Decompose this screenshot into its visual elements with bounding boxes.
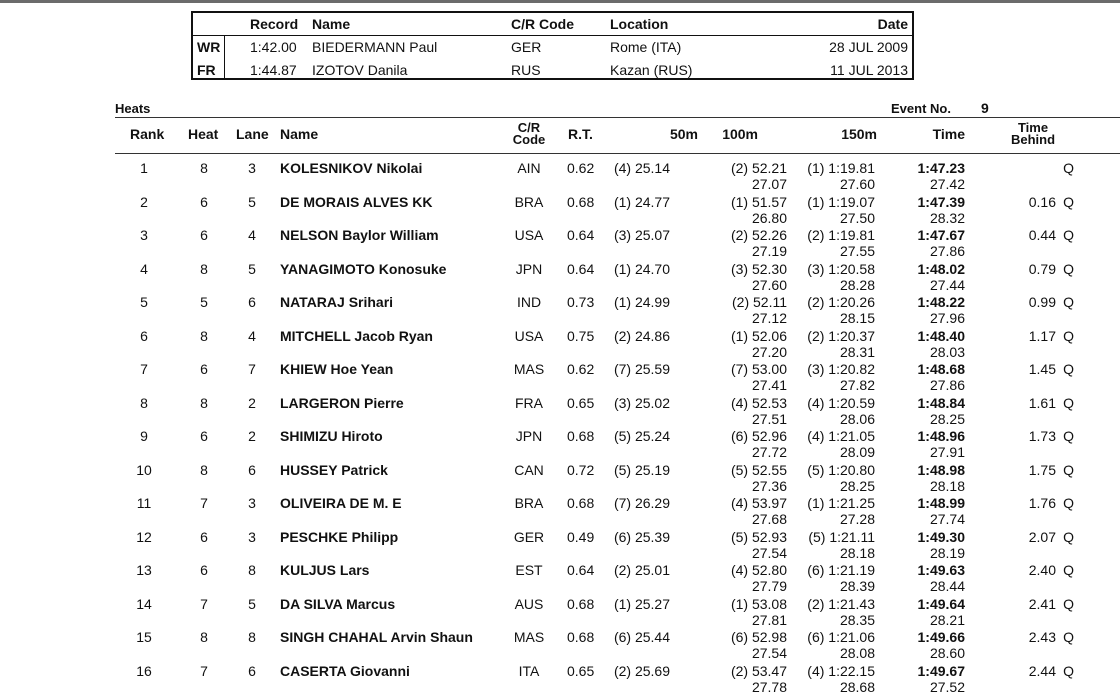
time-lap: 28.03 bbox=[929, 343, 965, 360]
heat-cell: 6 bbox=[200, 361, 208, 377]
split-100m: (5) 52.93 bbox=[730, 528, 787, 545]
time-cell: 1:47.39 bbox=[917, 193, 965, 210]
rt-cell: 0.75 bbox=[567, 327, 595, 344]
table-row bbox=[0, 294, 1120, 328]
rt-cell: 0.62 bbox=[567, 160, 595, 176]
qualified-mark: Q bbox=[1063, 294, 1074, 310]
split-150m-lap: 28.08 bbox=[839, 645, 875, 661]
split-100m: (6) 52.96 bbox=[730, 428, 787, 444]
split-150m-lap: 27.50 bbox=[839, 209, 875, 226]
heat-cell: 8 bbox=[200, 160, 208, 176]
code-cell: BRA bbox=[514, 495, 544, 511]
time-cell: 1:47.23 bbox=[917, 160, 965, 176]
record-type-wr: WR bbox=[197, 39, 221, 55]
split-100m: (1) 52.06 bbox=[730, 327, 787, 344]
split-50m: (7) 25.59 bbox=[613, 361, 670, 377]
split-100m: (5) 52.55 bbox=[730, 461, 787, 478]
split-150m: (1) 1:21.25 bbox=[807, 495, 875, 511]
split-100m-lap: 27.51 bbox=[751, 410, 787, 427]
heat-cell: 8 bbox=[200, 260, 208, 277]
rt-cell: 0.64 bbox=[567, 227, 595, 243]
split-150m-lap: 28.39 bbox=[839, 578, 875, 594]
rt-cell: 0.72 bbox=[567, 461, 595, 478]
qualified-mark: Q bbox=[1063, 260, 1074, 277]
split-150m: (3) 1:20.58 bbox=[807, 260, 875, 277]
rank-cell: 1 bbox=[140, 160, 148, 176]
code-cell: JPN bbox=[515, 260, 543, 277]
split-50m: (5) 25.24 bbox=[613, 428, 670, 444]
table-row bbox=[0, 462, 1120, 496]
split-100m: (4) 52.53 bbox=[730, 394, 787, 411]
name-cell: OLIVEIRA DE M. E bbox=[280, 495, 402, 511]
name-cell: NELSON Baylor William bbox=[280, 227, 439, 243]
qualified-mark: Q bbox=[1063, 495, 1074, 511]
lane-cell: 2 bbox=[248, 428, 256, 444]
record-date: 28 JUL 2009 bbox=[829, 39, 908, 55]
split-150m: (1) 1:19.81 bbox=[807, 160, 875, 176]
behind-cell: 0.44 bbox=[1028, 227, 1056, 243]
split-150m: (4) 1:22.15 bbox=[807, 662, 875, 679]
name-cell: KOLESNIKOV Nikolai bbox=[280, 160, 423, 176]
split-150m: (6) 1:21.19 bbox=[807, 562, 875, 578]
time-lap: 27.74 bbox=[929, 511, 965, 527]
split-150m: (2) 1:20.37 bbox=[807, 327, 875, 344]
time-cell: 1:47.67 bbox=[917, 227, 965, 243]
heat-cell: 6 bbox=[200, 227, 208, 243]
split-150m-lap: 27.55 bbox=[839, 243, 875, 259]
code-cell: JPN bbox=[515, 428, 543, 444]
code-cell: BRA bbox=[514, 193, 544, 210]
name-cell: YANAGIMOTO Konosuke bbox=[280, 260, 447, 277]
split-150m-lap: 28.25 bbox=[839, 477, 875, 494]
heat-cell: 8 bbox=[200, 327, 208, 344]
rank-cell: 11 bbox=[136, 495, 152, 511]
time-cell: 1:48.98 bbox=[917, 461, 965, 478]
name-cell: CASERTA Giovanni bbox=[280, 662, 410, 679]
split-150m: (1) 1:19.07 bbox=[807, 193, 875, 210]
lane-cell: 3 bbox=[248, 495, 256, 511]
split-100m: (4) 52.80 bbox=[730, 562, 787, 578]
table-row bbox=[0, 495, 1120, 529]
lane-cell: 5 bbox=[248, 595, 256, 612]
split-150m-lap: 28.06 bbox=[839, 410, 875, 427]
heat-cell: 6 bbox=[200, 528, 208, 545]
time-lap: 28.25 bbox=[929, 410, 965, 427]
split-100m: (6) 52.98 bbox=[730, 629, 787, 645]
top-rule bbox=[0, 0, 1120, 3]
rt-cell: 0.68 bbox=[567, 428, 595, 444]
table-row bbox=[0, 194, 1120, 228]
qualified-mark: Q bbox=[1063, 327, 1074, 344]
split-150m: (4) 1:20.59 bbox=[807, 394, 875, 411]
split-150m: (4) 1:21.05 bbox=[807, 428, 875, 444]
heat-cell: 8 bbox=[200, 629, 208, 645]
behind-cell: 1.73 bbox=[1028, 428, 1056, 444]
lane-cell: 7 bbox=[248, 361, 256, 377]
record-code: GER bbox=[511, 39, 542, 55]
time-cell: 1:49.67 bbox=[917, 662, 965, 679]
behind-cell: 2.40 bbox=[1028, 562, 1056, 578]
records-header-rule bbox=[193, 35, 912, 36]
rt-cell: 0.62 bbox=[567, 361, 595, 377]
time-cell: 1:48.40 bbox=[917, 327, 965, 344]
split-100m-lap: 27.68 bbox=[751, 511, 787, 527]
code-cell: FRA bbox=[515, 394, 543, 411]
heat-cell: 7 bbox=[200, 595, 208, 612]
split-150m-lap: 28.18 bbox=[839, 544, 875, 561]
split-150m-lap: 27.82 bbox=[839, 377, 875, 393]
time-cell: 1:49.63 bbox=[917, 562, 965, 578]
split-150m: (6) 1:21.06 bbox=[807, 629, 875, 645]
qualified-mark: Q bbox=[1063, 528, 1074, 545]
time-cell: 1:48.22 bbox=[917, 294, 965, 310]
split-100m-lap: 27.79 bbox=[751, 578, 787, 594]
rt-cell: 0.64 bbox=[567, 562, 595, 578]
split-100m: (2) 52.11 bbox=[732, 294, 787, 310]
record-holder-name: IZOTOV Danila bbox=[312, 62, 408, 78]
rank-cell: 2 bbox=[140, 193, 148, 210]
behind-cell: 0.79 bbox=[1028, 260, 1056, 277]
name-cell: PESCHKE Philipp bbox=[280, 528, 399, 545]
qualified-mark: Q bbox=[1063, 662, 1074, 679]
name-cell: KHIEW Hoe Yean bbox=[280, 361, 394, 377]
split-150m: (3) 1:20.82 bbox=[807, 361, 875, 377]
rank-cell: 5 bbox=[140, 294, 148, 310]
split-100m-lap: 27.36 bbox=[751, 477, 787, 494]
split-150m-lap: 27.28 bbox=[839, 511, 875, 527]
code-cell: ITA bbox=[518, 662, 540, 679]
col-150m: 150m bbox=[841, 126, 877, 142]
split-50m: (7) 26.29 bbox=[613, 495, 670, 511]
name-cell: DA SILVA Marcus bbox=[280, 595, 396, 612]
lane-cell: 6 bbox=[248, 294, 256, 310]
split-50m: (3) 25.07 bbox=[613, 227, 670, 243]
records-header-record: Record bbox=[250, 16, 299, 32]
time-cell: 1:48.84 bbox=[917, 394, 965, 411]
lane-cell: 3 bbox=[248, 528, 256, 545]
records-header-location: Location bbox=[610, 16, 669, 32]
name-cell: LARGERON Pierre bbox=[280, 394, 404, 411]
event-number: 9 bbox=[981, 100, 989, 116]
table-row bbox=[0, 663, 1120, 697]
name-cell: DE MORAIS ALVES KK bbox=[280, 193, 433, 210]
name-cell: KULJUS Lars bbox=[280, 562, 370, 578]
qualified-mark: Q bbox=[1063, 160, 1074, 176]
rank-cell: 10 bbox=[136, 461, 152, 478]
split-100m: (7) 53.00 bbox=[730, 361, 787, 377]
lane-cell: 5 bbox=[248, 260, 256, 277]
name-cell: MITCHELL Jacob Ryan bbox=[280, 327, 433, 344]
qualified-mark: Q bbox=[1063, 227, 1074, 243]
split-100m-lap: 27.19 bbox=[751, 243, 787, 259]
rank-cell: 7 bbox=[140, 361, 148, 377]
col-50m: 50m bbox=[669, 126, 698, 142]
qualified-mark: Q bbox=[1063, 361, 1074, 377]
split-50m: (1) 25.27 bbox=[613, 595, 670, 612]
table-row bbox=[0, 328, 1120, 362]
split-100m-lap: 27.54 bbox=[751, 645, 787, 661]
rank-cell: 4 bbox=[140, 260, 148, 277]
rank-cell: 9 bbox=[140, 428, 148, 444]
time-lap: 27.86 bbox=[929, 377, 965, 393]
split-100m-lap: 27.81 bbox=[751, 611, 787, 628]
lane-cell: 4 bbox=[248, 327, 256, 344]
split-150m: (5) 1:21.11 bbox=[808, 528, 875, 545]
split-150m: (2) 1:21.43 bbox=[807, 595, 875, 612]
split-50m: (3) 25.02 bbox=[613, 394, 670, 411]
col-time: Time bbox=[932, 126, 965, 142]
records-table bbox=[191, 11, 914, 80]
col-lane: Lane bbox=[236, 126, 269, 142]
col-rt: R.T. bbox=[568, 126, 593, 142]
behind-cell: 2.44 bbox=[1028, 662, 1056, 679]
split-150m: (5) 1:20.80 bbox=[807, 461, 875, 478]
split-100m-lap: 27.12 bbox=[751, 310, 787, 326]
time-cell: 1:48.99 bbox=[917, 495, 965, 511]
split-100m-lap: 26.80 bbox=[751, 209, 787, 226]
records-column-divider bbox=[224, 35, 225, 80]
name-cell: HUSSEY Patrick bbox=[280, 461, 388, 478]
rt-cell: 0.49 bbox=[567, 528, 595, 545]
split-150m: (2) 1:19.81 bbox=[807, 227, 875, 243]
qualified-mark: Q bbox=[1063, 193, 1074, 210]
code-cell: MAS bbox=[513, 629, 545, 645]
code-cell: AUS bbox=[514, 595, 544, 612]
col-heat: Heat bbox=[188, 126, 219, 142]
rank-cell: 16 bbox=[136, 662, 152, 679]
qualified-mark: Q bbox=[1063, 629, 1074, 645]
records-header-date: Date bbox=[877, 16, 908, 32]
behind-cell: 2.41 bbox=[1028, 595, 1056, 612]
table-row bbox=[0, 562, 1120, 596]
col-behind bbox=[1003, 122, 1063, 146]
split-100m: (4) 53.97 bbox=[730, 495, 787, 511]
time-lap: 27.86 bbox=[929, 243, 965, 259]
rt-cell: 0.65 bbox=[567, 394, 595, 411]
code-cell: USA bbox=[514, 327, 544, 344]
time-lap: 27.44 bbox=[929, 276, 965, 293]
heat-cell: 8 bbox=[200, 394, 208, 411]
lane-cell: 2 bbox=[248, 394, 256, 411]
split-50m: (6) 25.39 bbox=[613, 528, 670, 545]
qualified-mark: Q bbox=[1063, 562, 1074, 578]
time-lap: 28.21 bbox=[929, 611, 965, 628]
heat-cell: 8 bbox=[200, 461, 208, 478]
table-row bbox=[0, 361, 1120, 395]
col-behind-bottom: Behind bbox=[1010, 132, 1056, 147]
split-50m: (2) 24.86 bbox=[613, 327, 670, 344]
record-date: 11 JUL 2013 bbox=[830, 62, 908, 78]
lane-cell: 6 bbox=[248, 461, 256, 478]
lane-cell: 5 bbox=[248, 193, 256, 210]
col-code-bottom: Code bbox=[512, 132, 546, 147]
split-50m: (1) 24.70 bbox=[613, 260, 670, 277]
lane-cell: 8 bbox=[248, 562, 256, 578]
record-time: 1:44.87 bbox=[250, 62, 297, 78]
rank-cell: 12 bbox=[136, 528, 152, 545]
rt-cell: 0.68 bbox=[567, 193, 595, 210]
lane-cell: 8 bbox=[248, 629, 256, 645]
name-cell: NATARAJ Srihari bbox=[280, 294, 394, 310]
split-100m-lap: 27.20 bbox=[751, 343, 787, 360]
split-100m-lap: 27.54 bbox=[751, 544, 787, 561]
heat-cell: 5 bbox=[200, 294, 208, 310]
split-100m: (1) 53.08 bbox=[730, 595, 787, 612]
section-title: Heats bbox=[115, 101, 151, 116]
col-100m: 100m bbox=[722, 126, 758, 142]
split-50m: (4) 25.14 bbox=[613, 160, 670, 176]
time-cell: 1:49.66 bbox=[917, 629, 965, 645]
split-150m-lap: 27.60 bbox=[839, 176, 875, 192]
split-150m-lap: 28.68 bbox=[839, 678, 875, 695]
heat-cell: 6 bbox=[200, 193, 208, 210]
time-lap: 28.32 bbox=[929, 209, 965, 226]
split-150m-lap: 28.15 bbox=[839, 310, 875, 326]
code-cell: AIN bbox=[517, 160, 541, 176]
code-cell: EST bbox=[515, 562, 543, 578]
table-row bbox=[0, 227, 1120, 261]
heat-cell: 6 bbox=[200, 428, 208, 444]
split-150m-lap: 28.35 bbox=[839, 611, 875, 628]
split-100m: (3) 52.30 bbox=[730, 260, 787, 277]
behind-cell: 0.16 bbox=[1028, 193, 1056, 210]
rank-cell: 6 bbox=[140, 327, 148, 344]
behind-cell: 2.07 bbox=[1028, 528, 1056, 545]
rank-cell: 15 bbox=[136, 629, 152, 645]
qualified-mark: Q bbox=[1063, 428, 1074, 444]
behind-cell: 1.76 bbox=[1028, 495, 1056, 511]
time-lap: 28.44 bbox=[929, 578, 965, 594]
rt-cell: 0.65 bbox=[567, 662, 595, 679]
split-50m: (5) 25.19 bbox=[613, 461, 670, 478]
split-100m: (2) 53.47 bbox=[730, 662, 787, 679]
time-lap: 27.91 bbox=[929, 444, 965, 460]
behind-cell: 1.45 bbox=[1028, 361, 1056, 377]
split-100m-lap: 27.41 bbox=[751, 377, 787, 393]
col-code-top: C/R bbox=[517, 120, 541, 135]
rank-cell: 8 bbox=[140, 394, 148, 411]
col-behind-top: Time bbox=[1017, 120, 1049, 135]
time-lap: 27.42 bbox=[929, 176, 965, 192]
time-cell: 1:49.30 bbox=[917, 528, 965, 545]
rt-cell: 0.68 bbox=[567, 495, 595, 511]
lane-cell: 3 bbox=[248, 160, 256, 176]
rank-cell: 13 bbox=[136, 562, 152, 578]
record-code: RUS bbox=[511, 62, 541, 78]
col-name: Name bbox=[280, 126, 319, 142]
table-row bbox=[0, 629, 1120, 663]
code-cell: CAN bbox=[514, 461, 544, 478]
time-lap: 28.60 bbox=[929, 645, 965, 661]
table-row bbox=[0, 596, 1120, 630]
behind-cell: 1.61 bbox=[1028, 394, 1056, 411]
split-50m: (2) 25.69 bbox=[613, 662, 670, 679]
code-cell: IND bbox=[516, 294, 542, 310]
code-cell: GER bbox=[513, 528, 545, 545]
split-150m: (2) 1:20.26 bbox=[807, 294, 875, 310]
time-cell: 1:48.02 bbox=[917, 260, 965, 277]
record-type-fr: FR bbox=[197, 62, 216, 78]
table-row bbox=[0, 261, 1120, 295]
rank-cell: 3 bbox=[140, 227, 148, 243]
time-cell: 1:49.64 bbox=[917, 595, 965, 612]
time-lap: 27.96 bbox=[929, 310, 965, 326]
rank-cell: 14 bbox=[136, 595, 152, 612]
record-location: Rome (ITA) bbox=[610, 39, 682, 55]
split-50m: (1) 24.99 bbox=[613, 294, 670, 310]
rt-cell: 0.64 bbox=[567, 260, 595, 277]
split-50m: (1) 24.77 bbox=[613, 193, 670, 210]
split-100m-lap: 27.07 bbox=[751, 176, 787, 192]
split-100m: (2) 52.26 bbox=[730, 227, 787, 243]
split-50m: (2) 25.01 bbox=[613, 562, 670, 578]
record-holder-name: BIEDERMANN Paul bbox=[312, 39, 438, 55]
behind-cell: 1.17 bbox=[1028, 327, 1056, 344]
rt-cell: 0.68 bbox=[567, 629, 595, 645]
code-cell: USA bbox=[514, 227, 544, 243]
qualified-mark: Q bbox=[1063, 394, 1074, 411]
time-lap: 28.18 bbox=[929, 477, 965, 494]
lane-cell: 6 bbox=[248, 662, 256, 679]
name-cell: SHIMIZU Hiroto bbox=[280, 428, 383, 444]
record-location: Kazan (RUS) bbox=[610, 62, 693, 78]
behind-cell: 0.99 bbox=[1028, 294, 1056, 310]
records-header-name: Name bbox=[312, 16, 351, 32]
qualified-mark: Q bbox=[1063, 461, 1074, 478]
table-row bbox=[0, 529, 1120, 563]
table-row bbox=[0, 395, 1120, 429]
behind-cell: 1.75 bbox=[1028, 461, 1056, 478]
split-100m-lap: 27.78 bbox=[751, 678, 787, 695]
split-150m-lap: 28.31 bbox=[839, 343, 875, 360]
split-100m-lap: 27.60 bbox=[751, 276, 787, 293]
heat-cell: 6 bbox=[200, 562, 208, 578]
behind-cell: 2.43 bbox=[1028, 629, 1056, 645]
time-lap: 27.52 bbox=[929, 678, 965, 695]
event-label: Event No. bbox=[891, 101, 951, 116]
record-time: 1:42.00 bbox=[250, 39, 297, 55]
time-cell: 1:48.96 bbox=[917, 428, 965, 444]
col-rank: Rank bbox=[130, 126, 165, 142]
split-150m-lap: 28.09 bbox=[839, 444, 875, 460]
split-50m: (6) 25.44 bbox=[613, 629, 670, 645]
lane-cell: 4 bbox=[248, 227, 256, 243]
col-code bbox=[510, 122, 548, 146]
rt-cell: 0.68 bbox=[567, 595, 595, 612]
heat-cell: 7 bbox=[200, 495, 208, 511]
time-cell: 1:48.68 bbox=[917, 361, 965, 377]
rt-cell: 0.73 bbox=[567, 294, 595, 310]
split-100m-lap: 27.72 bbox=[751, 444, 787, 460]
heat-cell: 7 bbox=[200, 662, 208, 679]
table-row bbox=[0, 428, 1120, 462]
split-100m: (1) 51.57 bbox=[730, 193, 787, 210]
qualified-mark: Q bbox=[1063, 595, 1074, 612]
code-cell: MAS bbox=[513, 361, 545, 377]
time-lap: 28.19 bbox=[929, 544, 965, 561]
table-row bbox=[0, 160, 1120, 194]
results-header bbox=[115, 117, 1120, 154]
split-100m: (2) 52.21 bbox=[730, 160, 787, 176]
records-header-code: C/R Code bbox=[511, 16, 574, 32]
name-cell: SINGH CHAHAL Arvin Shaun bbox=[280, 629, 473, 645]
split-150m-lap: 28.28 bbox=[839, 276, 875, 293]
